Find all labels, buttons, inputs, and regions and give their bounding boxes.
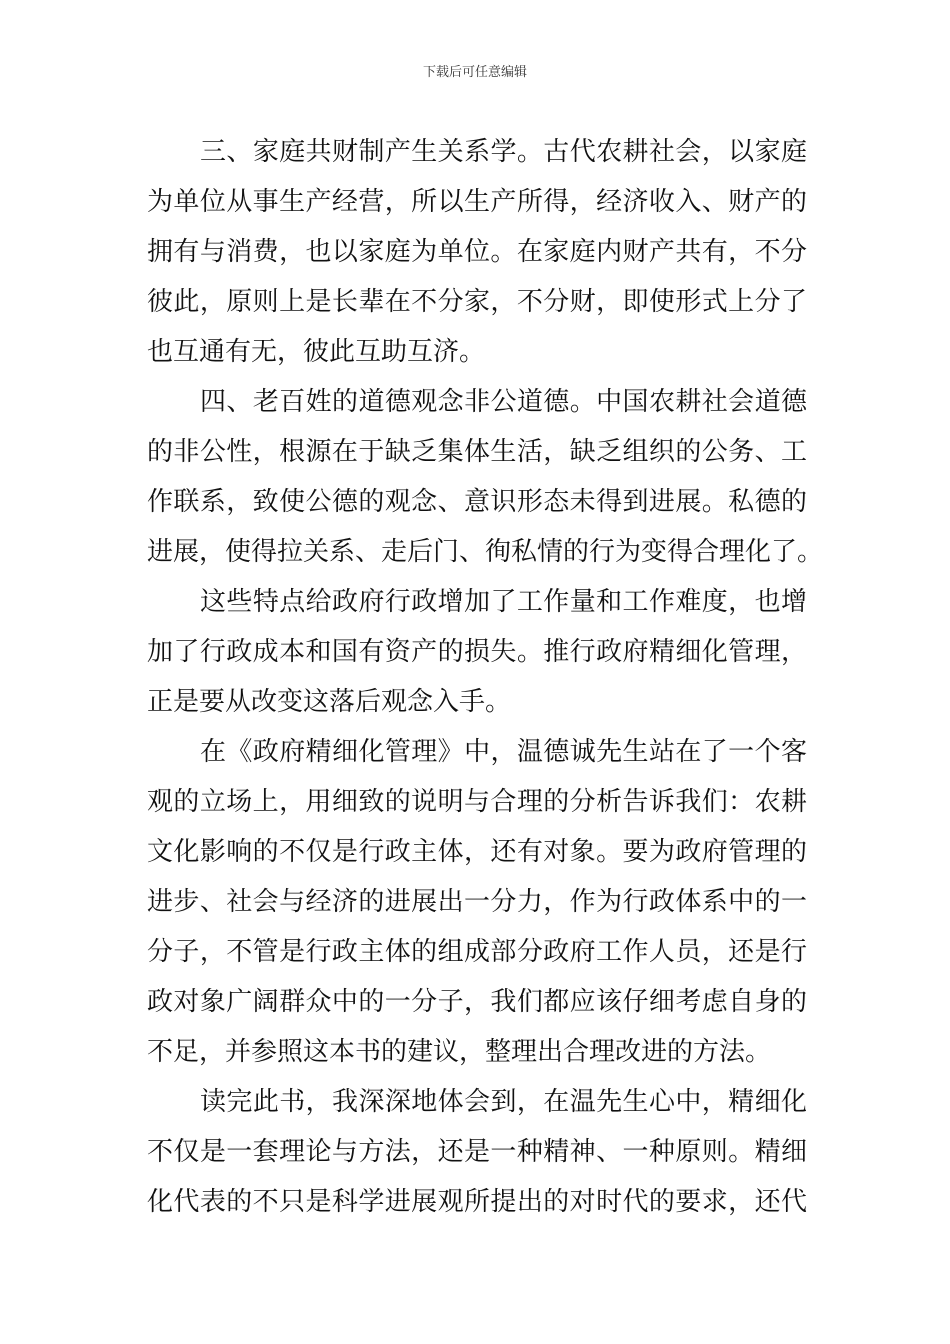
paragraph-line: 正是要从改变这落后观念入手。 bbox=[147, 687, 512, 717]
paragraph-line: 政对象广阔群众中的一分子，我们都应该仔细考虑自身的 bbox=[147, 987, 807, 1017]
paragraph-admin-cost bbox=[147, 577, 807, 727]
paragraph-line: 不仅是一套理论与方法，还是一种精神、一种原则。精细 bbox=[147, 1137, 807, 1167]
paragraph-line: 加了行政成本和国有资产的损失。推行政府精细化管理， bbox=[147, 637, 807, 667]
paragraph-book-review bbox=[147, 727, 807, 1077]
paragraph-family-property bbox=[147, 127, 807, 377]
paragraph-line: 作联系，致使公德的观念、意识形态未得到进展。私德的 bbox=[147, 487, 807, 517]
paragraph-line: 这些特点给政府行政增加了工作量和工作难度，也增 bbox=[200, 587, 807, 617]
paragraph-line: 四、老百姓的道德观念非公道德。中国农耕社会道德 bbox=[200, 387, 807, 417]
paragraph-line: 分子，不管是行政主体的组成部分政府工作人员，还是行 bbox=[147, 937, 807, 967]
paragraph-reflection bbox=[147, 1077, 807, 1227]
paragraph-line: 为单位从事生产经营，所以生产所得，经济收入、财产的 bbox=[147, 187, 807, 217]
paragraph-line: 三、家庭共财制产生关系学。古代农耕社会，以家庭 bbox=[200, 137, 807, 167]
paragraph-line: 化代表的不只是科学进展观所提出的对时代的要求，还代 bbox=[147, 1187, 807, 1217]
paragraph-line: 的非公性，根源在于缺乏集体生活，缺乏组织的公务、工 bbox=[147, 437, 807, 467]
paragraph-line: 读完此书，我深深地体会到，在温先生心中，精细化 bbox=[200, 1087, 807, 1117]
page-header-note: 下载后可任意编辑 bbox=[422, 65, 527, 80]
paragraph-line: 在《政府精细化管理》中，温德诚先生站在了一个客 bbox=[200, 737, 807, 767]
body-text bbox=[147, 127, 824, 1227]
paragraph-line: 也互通有无，彼此互助互济。 bbox=[147, 337, 486, 367]
paragraph-line: 不足，并参照这本书的建议，整理出合理改进的方法。 bbox=[147, 1037, 772, 1067]
paragraph-line: 文化影响的不仅是行政主体，还有对象。要为政府管理的 bbox=[147, 837, 807, 867]
paragraph-line: 进步、社会与经济的进展出一分力，作为行政体系中的一 bbox=[147, 887, 807, 917]
paragraph-line: 拥有与消费，也以家庭为单位。在家庭内财产共有，不分 bbox=[147, 237, 807, 267]
paragraph-line: 彼此，原则上是长辈在不分家，不分财，即使形式上分了 bbox=[147, 287, 807, 317]
paragraph-line: 观的立场上，用细致的说明与合理的分析告诉我们：农耕 bbox=[147, 787, 807, 817]
paragraph-line: 进展，使得拉关系、走后门、徇私情的行为变得合理化了。 bbox=[147, 537, 824, 567]
paragraph-public-morality bbox=[147, 377, 824, 577]
